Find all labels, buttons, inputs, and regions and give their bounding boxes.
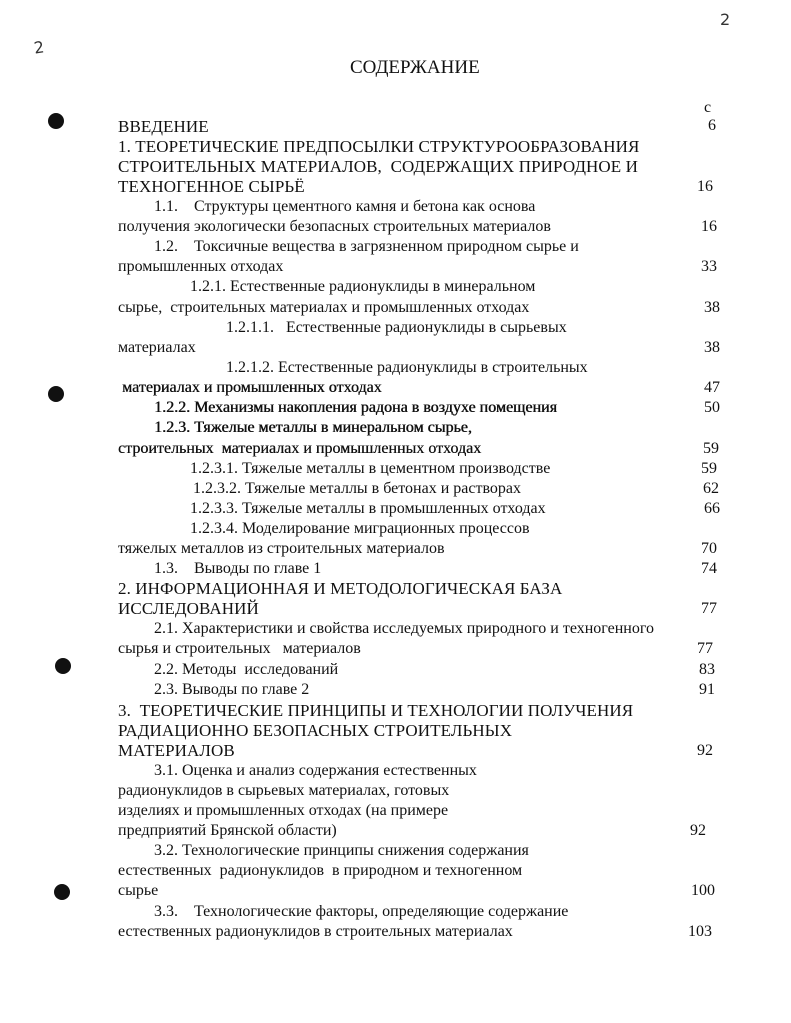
toc-entry-line: 1.2.1.2. Естественные радионуклиды в строительных (226, 359, 588, 376)
toc-page-number: 50 (704, 399, 720, 416)
toc-page-number: 66 (704, 500, 720, 517)
punch-hole-mark (55, 658, 71, 674)
toc-entry-line: сырья и строительных материалов (118, 640, 361, 657)
toc-entry-line: радионуклидов в сырьевых материалах, готовых (118, 782, 450, 799)
toc-entry-line: 1.2.3. Тяжелые металлы в минеральном сырье, (154, 419, 472, 436)
toc-entry-line: 1.2.1.1. Естественные радионуклиды в сырьевых (226, 319, 567, 336)
toc-entry-line: 1.2.3.3. Тяжелые металлы в промышленных отходах (190, 500, 546, 517)
toc-page-number: 59 (701, 460, 717, 477)
toc-entry-line: 2.1. Характеристики и свойства исследуемых природного и техногенного (154, 620, 655, 637)
toc-page-number: 92 (697, 742, 713, 759)
toc-page-number: 47 (704, 379, 720, 396)
toc-entry-line: 3.1. Оценка и анализ содержания естественных (154, 762, 477, 779)
toc-entry-line: 3.3. Технологические факторы, определяющие содержание (154, 903, 569, 920)
toc-entry-line: 1.2.3.4. Моделирование миграционных процессов (190, 520, 530, 537)
toc-page-number: 77 (697, 640, 713, 657)
margin-mark: 2 (32, 37, 46, 58)
toc-entry-line: 1.3. Выводы по главе 1 (154, 560, 322, 577)
punch-hole-mark (48, 386, 64, 402)
toc-entry-line: МАТЕРИАЛОВ (118, 741, 235, 760)
toc-entry-line: получения экологически безопасных строительных материалов (118, 218, 551, 235)
toc-page-number: 38 (704, 339, 720, 356)
punch-hole-mark (54, 884, 70, 900)
toc-page-number: 59 (703, 440, 719, 457)
toc-entry-line: материалах (118, 339, 196, 356)
page-number: 2 (720, 10, 731, 29)
toc-page-number: 38 (704, 299, 720, 316)
toc-entry-line: 1.2. Токсичные вещества в загрязненном природном сырье и (154, 238, 579, 255)
toc-entry-line: СТРОИТЕЛЬНЫХ МАТЕРИАЛОВ, СОДЕРЖАЩИХ ПРИРОДНОЕ И (118, 157, 639, 176)
toc-entry-line: 1.2.3.2. Тяжелые металлы в бетонах и растворах (193, 480, 522, 497)
toc-entry-line: тяжелых металлов из строительных материалов (118, 540, 445, 557)
page-column-label: с (704, 99, 712, 116)
toc-page-number: 16 (701, 218, 717, 235)
toc-entry-line: изделиях и промышленных отходах (на примере (118, 802, 449, 819)
toc-entry-line: 2. ИНФОРМАЦИОННАЯ И МЕТОДОЛОГИЧЕСКАЯ БАЗА (118, 579, 563, 598)
toc-page-number: 91 (699, 681, 715, 698)
toc-entry-line: ИССЛЕДОВАНИЙ (118, 599, 259, 618)
toc-entry-line: сырье, строительных материалах и промышленных отходах (118, 299, 530, 316)
toc-entry-line: 2.3. Выводы по главе 2 (154, 681, 310, 698)
toc-page-number: 77 (701, 600, 717, 617)
toc-page-number: 103 (688, 923, 712, 940)
toc-page-number: 74 (701, 560, 717, 577)
toc-entry-line: 1.1. Структуры цементного камня и бетона как основа (154, 198, 536, 215)
toc-page-number: 92 (690, 822, 706, 839)
toc-entry-line: естественных радионуклидов в строительных материалах (118, 923, 513, 940)
toc-entry-line: 3.2. Технологические принципы снижения содержания (154, 842, 529, 859)
toc-entry-line: предприятий Брянской области) (118, 822, 337, 839)
toc-entry-line: ВВЕДЕНИЕ (118, 117, 209, 136)
toc-entry-line: 2.2. Методы исследований (154, 661, 339, 678)
page-title: СОДЕРЖАНИЕ (350, 57, 480, 78)
toc-entry-line: материалах и промышленных отходах (122, 379, 382, 396)
toc-entry-line: сырье (118, 882, 159, 899)
toc-page-number: 62 (703, 480, 719, 497)
toc-entry-line: 1.2.3.1. Тяжелые металлы в цементном производстве (190, 460, 551, 477)
toc-entry-line: 1. ТЕОРЕТИЧЕСКИЕ ПРЕДПОСЫЛКИ СТРУКТУРООБРАЗОВАНИЯ (118, 137, 640, 156)
toc-page-number: 83 (699, 661, 715, 678)
toc-page-number: 70 (701, 540, 717, 557)
toc-entry-line: строительных материалах и промышленных отходах (118, 440, 482, 457)
toc-page-number: 33 (701, 258, 717, 275)
toc-entry-line: РАДИАЦИОННО БЕЗОПАСНЫХ СТРОИТЕЛЬНЫХ (118, 721, 513, 740)
toc-page-number: 6 (708, 117, 716, 134)
toc-entry-line: промышленных отходах (118, 258, 284, 275)
toc-page-number: 16 (697, 178, 713, 195)
toc-entry-line: ТЕХНОГЕННОЕ СЫРЬЁ (118, 177, 305, 196)
punch-hole-mark (48, 113, 64, 129)
toc-entry-line: естественных радионуклидов в природном и техногенном (118, 862, 523, 879)
toc-entry-line: 3. ТЕОРЕТИЧЕСКИЕ ПРИНЦИПЫ И ТЕХНОЛОГИИ ПОЛУЧЕНИЯ (118, 701, 634, 720)
toc-page-number: 100 (691, 882, 715, 899)
toc-entry-line: 1.2.2. Механизмы накопления радона в воздухе помещения (154, 399, 557, 416)
toc-entry-line: 1.2.1. Естественные радионуклиды в минеральном (190, 278, 536, 295)
